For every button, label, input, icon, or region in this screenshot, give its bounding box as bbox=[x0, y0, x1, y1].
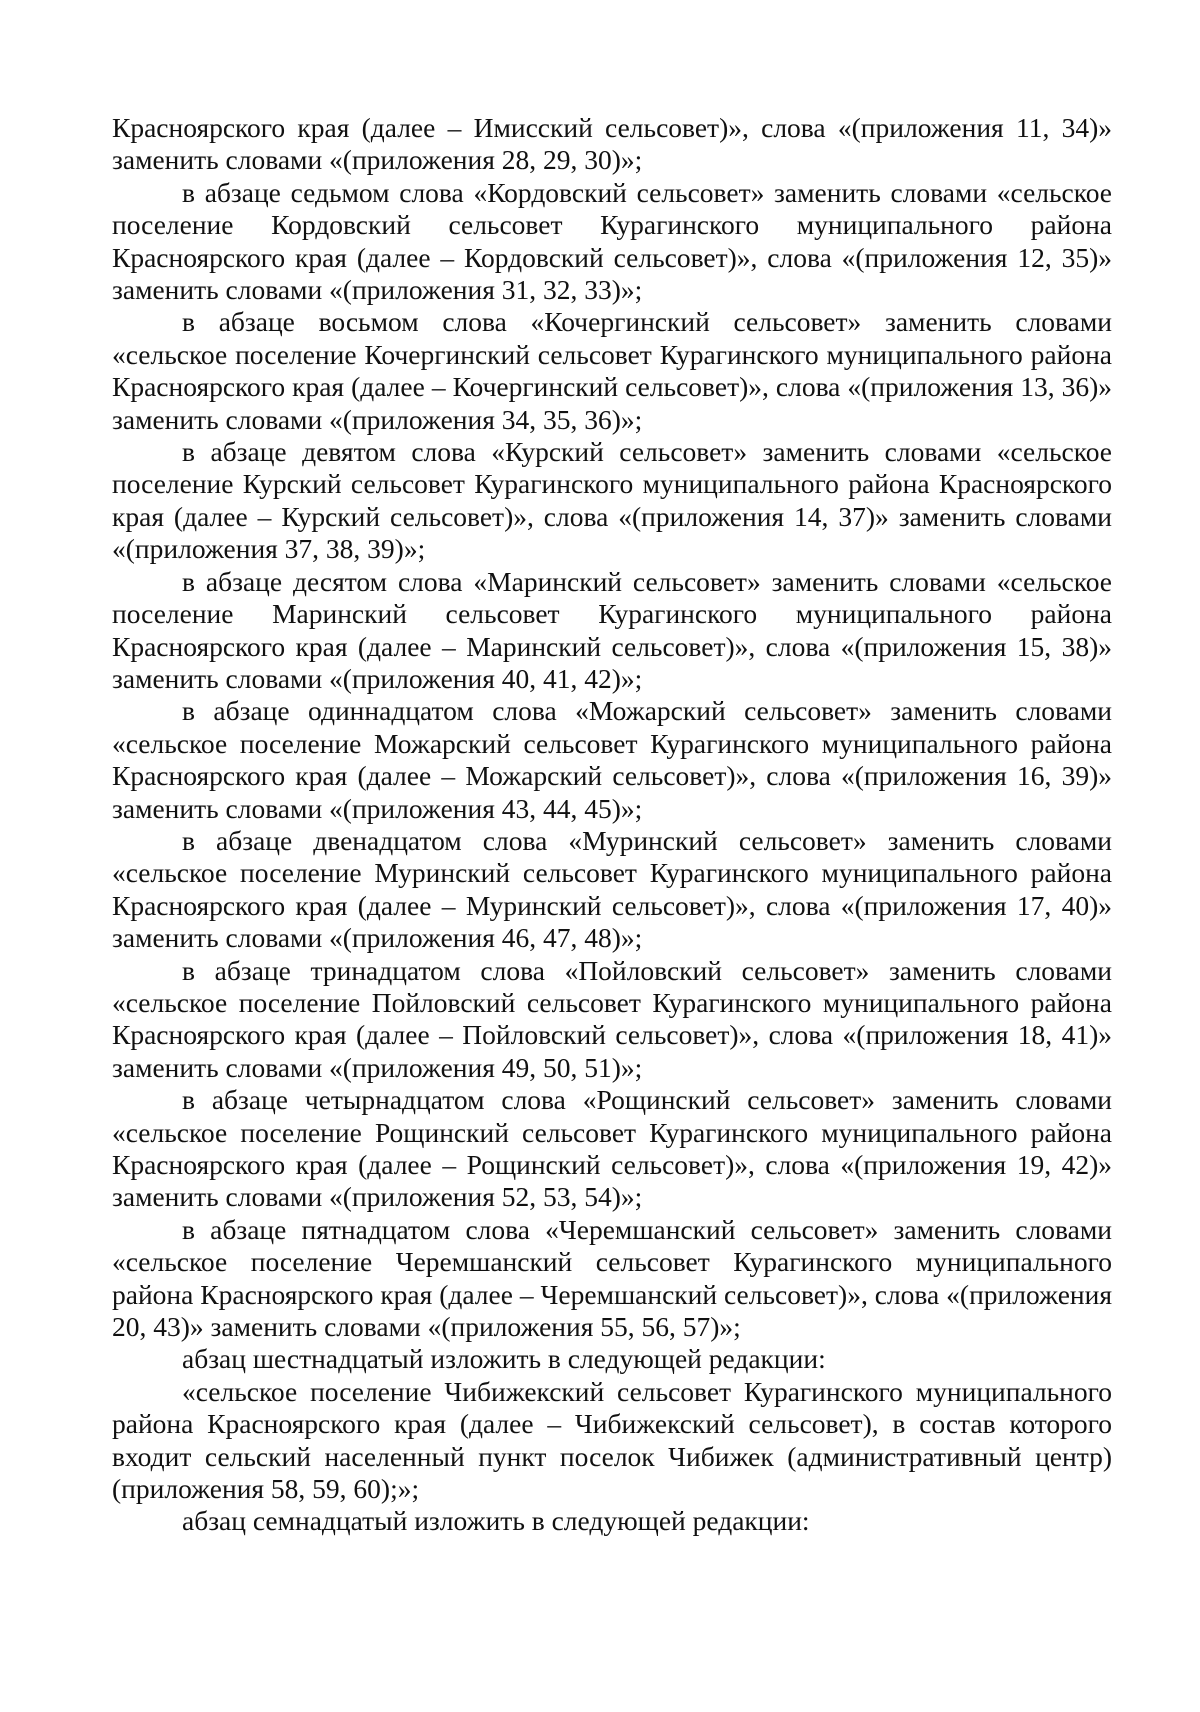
paragraph: «сельское поселение Чибижекский сельсовет Курагинского муниципального района Красноярского края (далее – Чибижекский сельсовет), в состав которого входит сельский населенный пункт поселок Чибижек (административный центр) (приложения 58, 59, 60);»; bbox=[112, 1375, 1112, 1505]
document-body bbox=[112, 112, 1112, 1538]
paragraph: в абзаце восьмом слова «Кочергинский сельсовет» заменить словами «сельское поселение Кочергинский сельсовет Курагинского муниципального района Красноярского края (далее – Кочергинский сельсовет)», слова «(приложения 13, 36)» заменить словами «(приложения 34, 35, 36)»; bbox=[112, 306, 1112, 435]
paragraph: в абзаце четырнадцатом слова «Рощинский сельсовет» заменить словами «сельское поселение Рощинский сельсовет Курагинского муниципального района Красноярского края (далее – Рощинский сельсовет)», слова «(приложения 19, 42)» заменить словами «(приложения 52, 53, 54)»; bbox=[112, 1084, 1112, 1213]
paragraph: в абзаце пятнадцатом слова «Черемшанский сельсовет» заменить словами «сельское поселение Черемшанский сельсовет Курагинского муниципального района Красноярского края (далее – Черемшанский сельсовет)», слова «(приложения 20, 43)» заменить словами «(приложения 55, 56, 57)»; bbox=[112, 1213, 1112, 1343]
paragraph: абзац шестнадцатый изложить в следующей редакции: bbox=[182, 1343, 826, 1375]
paragraph: в абзаце десятом слова «Маринский сельсовет» заменить словами «сельское поселение Маринский сельсовет Курагинского муниципального района Красноярского края (далее – Маринский сельсовет)», слова «(приложения 15, 38)» заменить словами «(приложения 40, 41, 42)»; bbox=[112, 565, 1112, 694]
paragraph: в абзаце одиннадцатом слова «Можарский сельсовет» заменить словами «сельское поселение Можарский сельсовет Курагинского муниципального района Красноярского края (далее – Можарский сельсовет)», слова «(приложения 16, 39)» заменить словами «(приложения 43, 44, 45)»; bbox=[112, 695, 1112, 824]
paragraph: в абзаце седьмом слова «Кордовский сельсовет» заменить словами «сельское поселение Кордовский сельсовет Курагинского муниципального района Красноярского края (далее – Кордовский сельсовет)», слова «(приложения 12, 35)» заменить словами «(приложения 31, 32, 33)»; bbox=[112, 176, 1112, 306]
paragraph: Красноярского края (далее – Имисский сельсовет)», слова «(приложения 11, 34)» заменить словами «(приложения 28, 29, 30)»; bbox=[112, 112, 1112, 176]
paragraph: в абзаце девятом слова «Курский сельсовет» заменить словами «сельское поселение Курский сельсовет Курагинского муниципального района Красноярского края (далее – Курский сельсовет)», слова «(приложения 14, 37)» заменить словами «(приложения 37, 38, 39)»; bbox=[112, 436, 1112, 565]
paragraph: в абзаце тринадцатом слова «Пойловский сельсовет» заменить словами «сельское поселение Пойловский сельсовет Курагинского муниципального района Красноярского края (далее – Пойловский сельсовет)», слова «(приложения 18, 41)» заменить словами «(приложения 49, 50, 51)»; bbox=[112, 954, 1112, 1083]
paragraph: в абзаце двенадцатом слова «Муринский сельсовет» заменить словами «сельское поселение Муринский сельсовет Курагинского муниципального района Красноярского края (далее – Муринский сельсовет)», слова «(приложения 17, 40)» заменить словами «(приложения 46, 47, 48)»; bbox=[112, 824, 1112, 954]
paragraph: абзац семнадцатый изложить в следующей редакции: bbox=[182, 1505, 810, 1537]
